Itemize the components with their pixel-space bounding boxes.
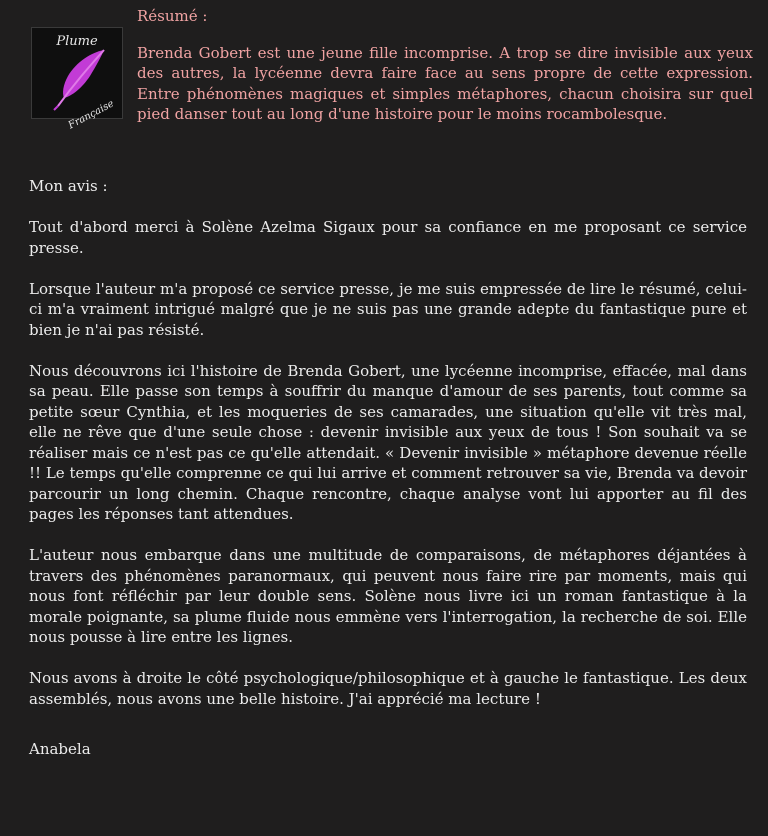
review-heading: Mon avis : xyxy=(29,177,108,195)
review-paragraph: Nous avons à droite le côté psychologique/philosophique et à gauche le fantastique. Les deux assemblés, nous avons une belle histoire. J'ai apprécié ma lecture ! xyxy=(29,669,747,708)
signature: Anabela xyxy=(29,740,91,758)
logo-top-text: Plume xyxy=(56,34,98,49)
feather-icon xyxy=(48,46,108,112)
review-paragraph: Lorsque l'auteur m'a proposé ce service presse, je me suis empressée de lire le résumé, celui-ci m'a vraiment intrigué malgré que je ne suis pas une grande adepte du fantastique pure et bien je n'ai pas résisté. xyxy=(29,279,747,339)
review-paragraph: Nous découvrons ici l'histoire de Brenda Gobert, une lycéenne incomprise, effacée, mal dans sa peau. Elle passe son temps à souffrir du manque d'amour de ses parents, tout comme sa petite sœur Cynthia, et les moqueries de ses camarades, une situation qu'elle vit très mal, elle ne rêve que d'une seule chose : devenir invisible aux yeux de tous ! Son souhait va se réaliser mais ce n'est pas ce qu'elle attendait. « Devenir invisible » métaphore devenue réelle !! Le temps qu'elle comprenne ce qui lui arrive et comment retrouver sa vie, Brenda va devoir parcourir un long chemin. Chaque rencontre, chaque analyse vont lui apporter au fil des pages les réponses tant attendues. xyxy=(29,361,747,523)
review-section xyxy=(29,176,747,780)
resume-section xyxy=(137,6,753,125)
review-paragraph: L'auteur nous embarque dans une multitude de comparaisons, de métaphores déjantées à travers des phénomènes paranormaux, qui peuvent nous faire rire par moments, mais qui nous font réfléchir par leur double sens. Solène nous livre ici un roman fantastique à la morale poignante, sa plume fluide nous emmène vers l'interrogation, la recherche de soi. Elle nous pousse à lire entre les lignes. xyxy=(29,546,747,646)
resume-title: Résumé : xyxy=(137,7,208,25)
logo-bottom-text: Française xyxy=(66,98,116,132)
plume-francaise-logo xyxy=(31,27,123,132)
review-paragraph: Tout d'abord merci à Solène Azelma Sigaux pour sa confiance en me proposant ce service presse. xyxy=(29,218,747,257)
resume-text: Brenda Gobert est une jeune fille incomprise. A trop se dire invisible aux yeux des autres, la lycéenne devra faire face au sens propre de cette expression. Entre phénomènes magiques et simples métaphores, chacun choisira sur quel pied danser tout au long d'une histoire pour le moins rocambolesque. xyxy=(137,43,753,123)
